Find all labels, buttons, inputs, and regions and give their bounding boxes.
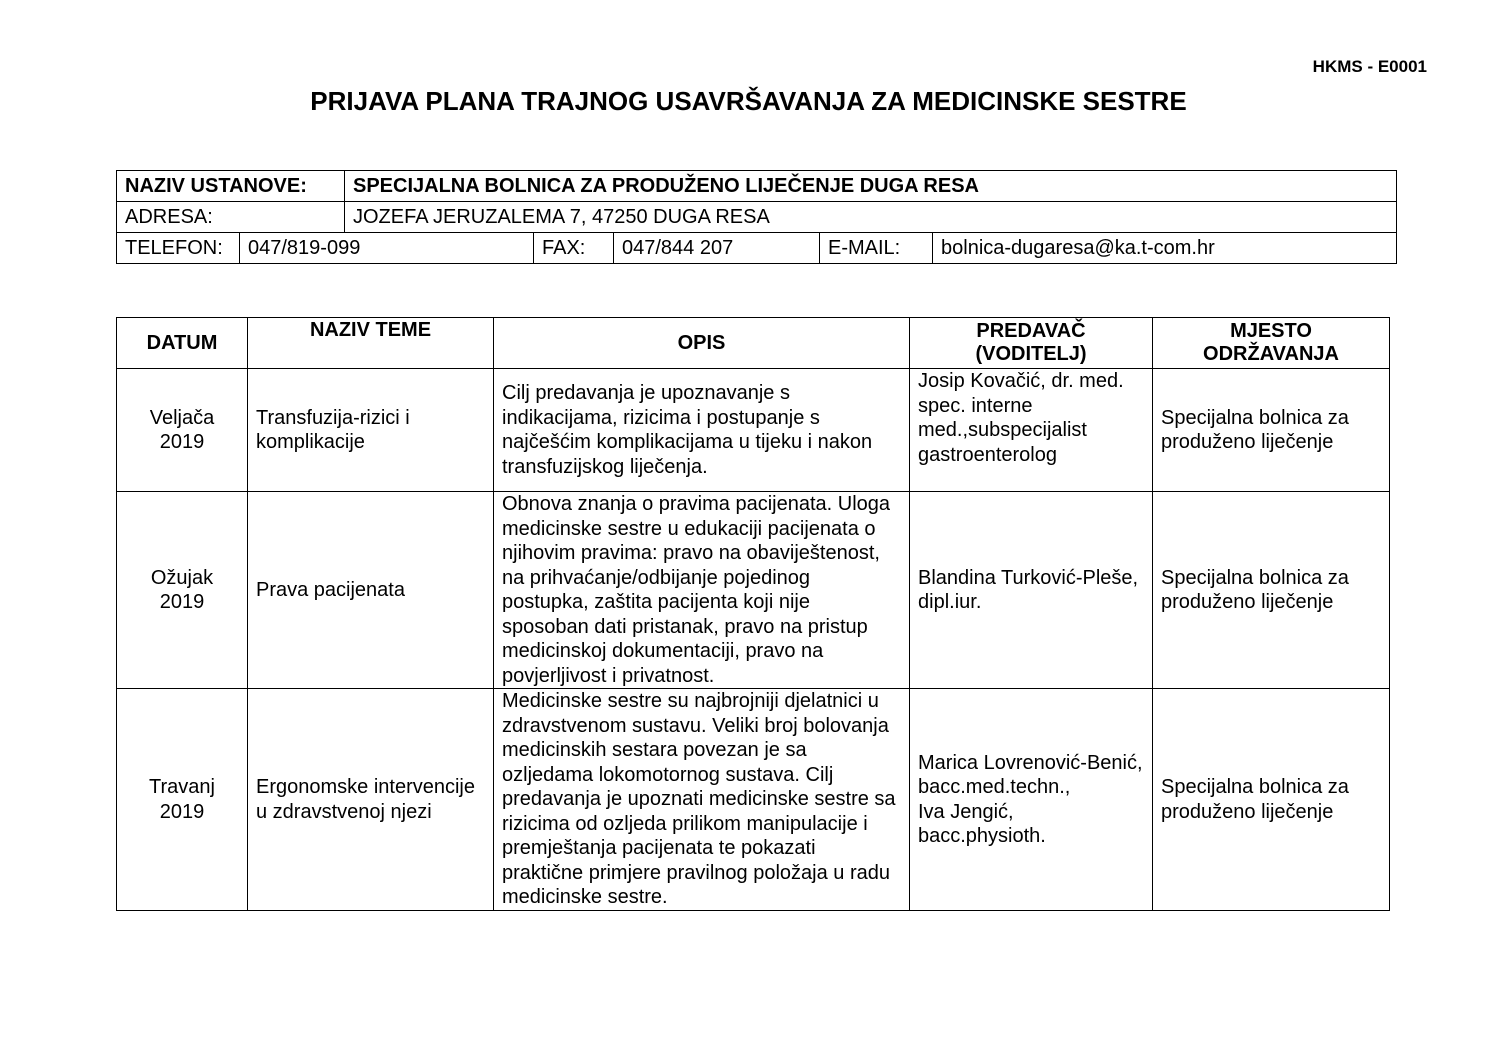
institution-address-label: ADRESA: (117, 202, 345, 233)
header-opis-label: OPIS (677, 331, 726, 354)
row-3-datum (117, 689, 248, 911)
phone-label: TELEFON: (117, 233, 240, 264)
education-plan-table (116, 317, 1390, 911)
row-2-naziv-teme: Prava pacijenata (248, 492, 494, 689)
row-3-predavac-line1: Marica Lovrenović-Benić, (918, 751, 1143, 774)
header-datum (117, 318, 248, 369)
institution-name-row (117, 171, 1397, 202)
header-naziv-teme-label: NAZIV TEME (309, 319, 432, 341)
row-3-year: 2019 (159, 800, 205, 823)
row-1-predavac: Josip Kovačić, dr. med. spec. interne med.,subspecijalist gastroenterolog (910, 369, 1153, 492)
institution-address-row (117, 202, 1397, 233)
institution-info-table (116, 170, 1397, 264)
email-value: bolnica-dugaresa@ka.t-com.hr (933, 233, 1397, 264)
email-label: E-MAIL: (820, 233, 933, 264)
header-predavac-line2: (VODITELJ) (975, 343, 1087, 365)
institution-name-value: SPECIJALNA BOLNICA ZA PRODUŽENO LIJEČENJE DUGA RESA (345, 171, 1397, 202)
header-naziv-teme (248, 318, 494, 369)
row-3-naziv-teme: Ergonomske intervencije u zdravstvenoj njezi (248, 689, 494, 911)
row-2-mjesto: Specijalna bolnica za produženo liječenje (1153, 492, 1390, 689)
row-2-year: 2019 (159, 591, 205, 613)
header-mjesto-line2: ODRŽAVANJA (1203, 343, 1339, 365)
institution-contact-row (117, 233, 1397, 264)
form-code: HKMS - E0001 (1312, 57, 1427, 76)
header-mjesto (1153, 318, 1390, 369)
fax-value: 047/844 207 (614, 233, 820, 264)
row-2-datum (117, 492, 248, 689)
header-mjesto-line1: MJESTO (1230, 320, 1312, 342)
row-2-month: Ožujak (150, 566, 214, 589)
row-2-opis: Obnova znanja o pravima pacijenata. Uloga medicinske sestre u edukaciji pacijenata o njihovim pravima: pravo na obaviještenost, na prihvaćanje/odbijanje pojedinog postupka, zaštita pacijenta koji nije sposoban dati pristanak, pravo na pristup medicinskoj dokumentaciji, pravo na povjerljivost i privatnost. (494, 492, 910, 689)
row-3-predavac-line2: bacc.med.techn., (918, 776, 1071, 798)
header-predavac (910, 318, 1153, 369)
row-1-datum (117, 369, 248, 492)
row-1-naziv-teme: Transfuzija-rizici i komplikacije (248, 369, 494, 492)
row-1-year: 2019 (159, 431, 205, 453)
row-3-predavac-line3: Iva Jengić, (918, 800, 1014, 823)
row-3-opis: Medicinske sestre su najbrojniji djelatnici u zdravstvenom sustavu. Veliki broj bolovanja medicinskih sestara povezan je sa ozljedama lokomotornog sustava. Cilj predavanja je upoznati medicinske sestre sa rizicima od ozljeda prilikom manipulacije i premještanja pacijenata te pokazati praktične primjere pravilnog položaja u radu medicinske sestre. (494, 689, 910, 911)
page-title: PRIJAVA PLANA TRAJNOG USAVRŠAVANJA ZA MEDICINSKE SESTRE (310, 86, 1187, 116)
header-predavac-line1: PREDAVAČ (976, 320, 1086, 342)
plan-row-2 (117, 492, 1390, 689)
institution-name-label: NAZIV USTANOVE: (117, 171, 345, 202)
plan-row-1 (117, 369, 1390, 492)
header-datum-label: DATUM (146, 331, 218, 354)
header-opis (494, 318, 910, 369)
row-3-mjesto: Specijalna bolnica za produženo liječenje (1153, 689, 1390, 911)
row-1-month: Veljača (149, 406, 215, 429)
phone-value: 047/819-099 (240, 233, 534, 264)
row-3-predavac (910, 689, 1153, 911)
row-3-predavac-line4: bacc.physioth. (918, 825, 1046, 847)
row-2-predavac: Blandina Turković-Pleše, dipl.iur. (910, 492, 1153, 689)
row-3-month: Travanj (149, 776, 215, 798)
row-1-opis: Cilj predavanja je upoznavanje s indikacijama, rizicima i postupanje s najčešćim komplikacijama u tijeku i nakon transfuzijskog liječenja. (494, 369, 910, 492)
plan-header-row (117, 318, 1390, 369)
institution-address-value: JOZEFA JERUZALEMA 7, 47250 DUGA RESA (345, 202, 1397, 233)
row-1-mjesto: Specijalna bolnica za produženo liječenje (1153, 369, 1390, 492)
fax-label: FAX: (534, 233, 614, 264)
plan-row-3 (117, 689, 1390, 911)
